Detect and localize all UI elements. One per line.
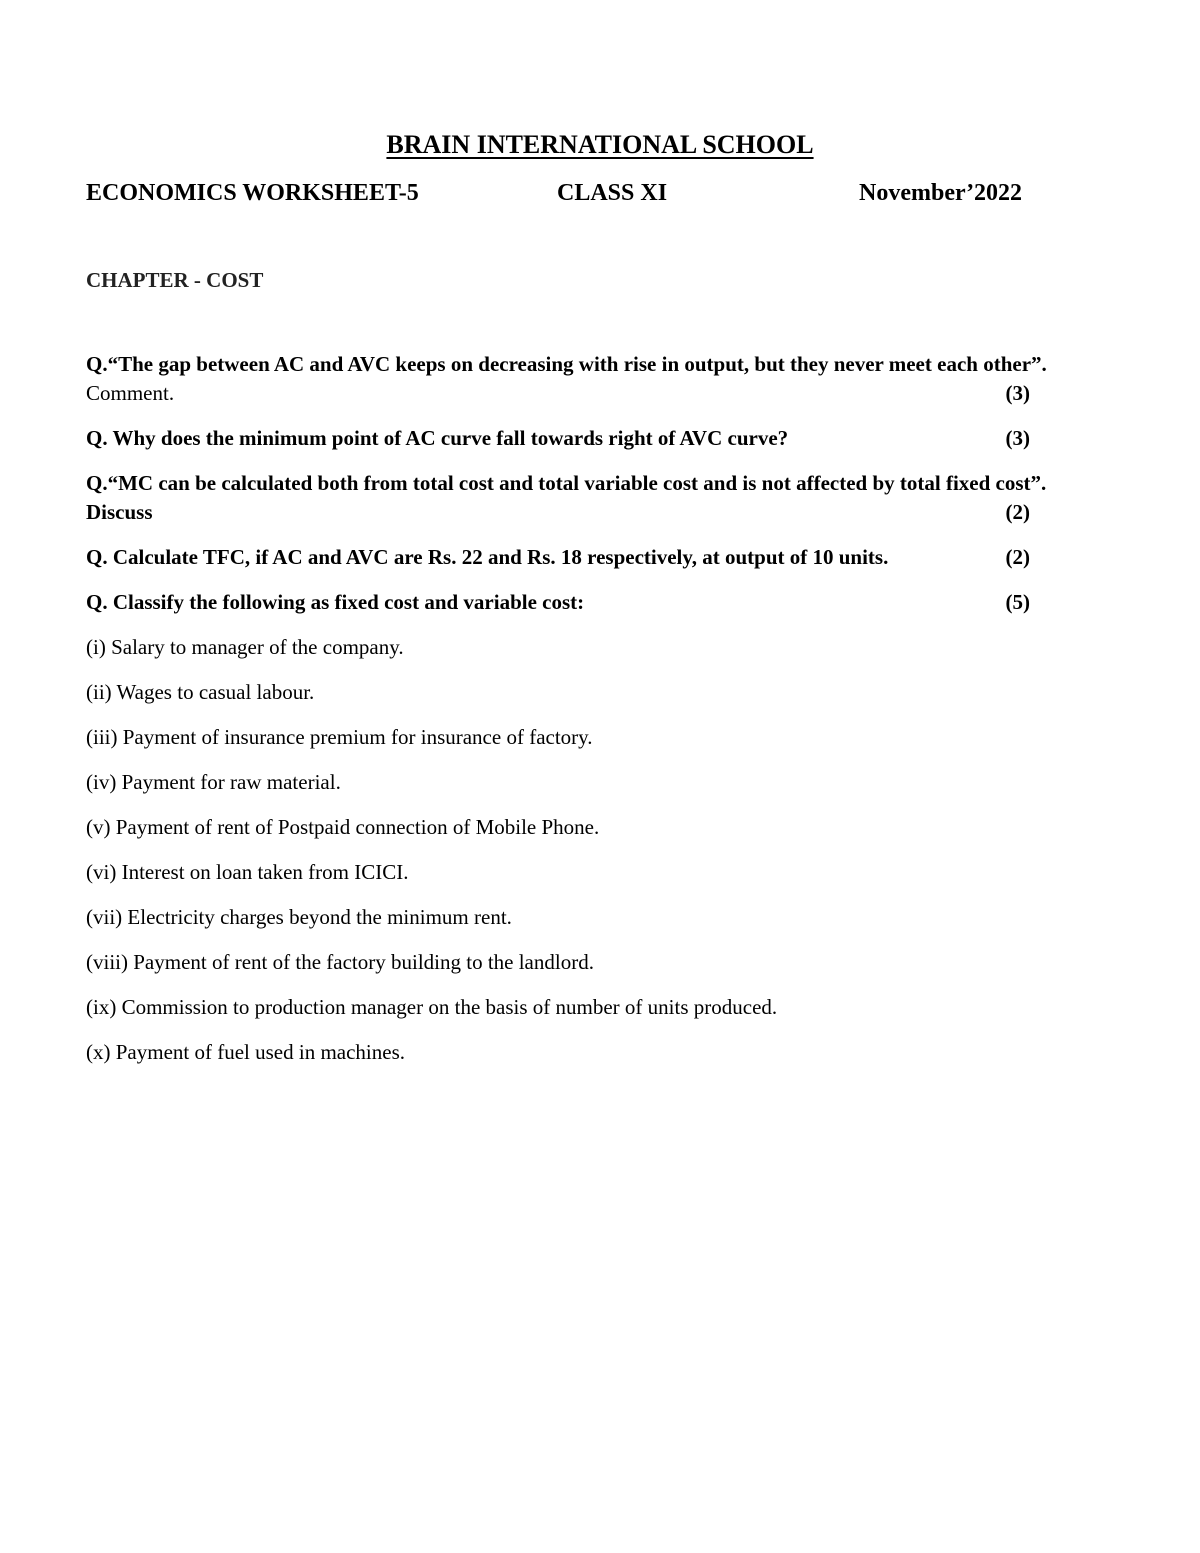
school-title: BRAIN INTERNATIONAL SCHOOL <box>386 130 814 159</box>
question-text: Q.“MC can be calculated both from total cost and total variable cost and is not affected by total fixed cost”. Discuss <box>86 471 1047 524</box>
question-marks: (2) <box>1005 545 1030 569</box>
question-2 <box>86 424 1106 453</box>
list-item: (vii) Electricity charges beyond the minimum rent. <box>86 905 512 929</box>
class-label: CLASS XI <box>557 180 668 206</box>
worksheet-date: November’2022 <box>859 180 1023 206</box>
question-marks: (3) <box>1005 426 1030 450</box>
list-item: (vi) Interest on loan taken from ICICI. <box>86 860 409 884</box>
question-5 <box>86 588 1106 617</box>
question-text <box>86 350 1106 408</box>
question-text-bold: Q.“The gap between AC and AVC keeps on decreasing with rise in output, but they never meet each other”. <box>86 352 1047 376</box>
question-3 <box>86 469 1106 527</box>
question-4 <box>86 543 1106 572</box>
list-item: (viii) Payment of rent of the factory building to the landlord. <box>86 950 594 974</box>
question-text: Q. Why does the minimum point of AC curve fall towards right of AVC curve? <box>86 426 789 450</box>
list-item: (v) Payment of rent of Postpaid connection of Mobile Phone. <box>86 815 600 839</box>
worksheet-subject: ECONOMICS WORKSHEET-5 <box>86 180 419 206</box>
list-item: (i) Salary to manager of the company. <box>86 635 404 659</box>
question-1 <box>86 350 1106 408</box>
list-item: (iii) Payment of insurance premium for insurance of factory. <box>86 725 593 749</box>
question-text: Q. Classify the following as fixed cost and variable cost: <box>86 590 585 614</box>
worksheet-header <box>86 180 1086 212</box>
chapter-heading: CHAPTER - COST <box>86 268 264 292</box>
worksheet-content <box>86 350 1106 1083</box>
list-item: (ix) Commission to production manager on the basis of number of units produced. <box>86 995 778 1019</box>
list-item: (ii) Wages to casual labour. <box>86 680 315 704</box>
classification-list <box>86 633 1106 1067</box>
question-text-normal: Comment. <box>86 381 175 405</box>
question-marks: (3) <box>1005 381 1030 405</box>
list-item: (iv) Payment for raw material. <box>86 770 341 794</box>
list-item: (x) Payment of fuel used in machines. <box>86 1040 405 1064</box>
question-marks: (2) <box>1005 500 1030 524</box>
question-text: Q. Calculate TFC, if AC and AVC are Rs. 22 and Rs. 18 respectively, at output of 10 units. <box>86 545 889 569</box>
question-marks: (5) <box>1005 590 1030 614</box>
